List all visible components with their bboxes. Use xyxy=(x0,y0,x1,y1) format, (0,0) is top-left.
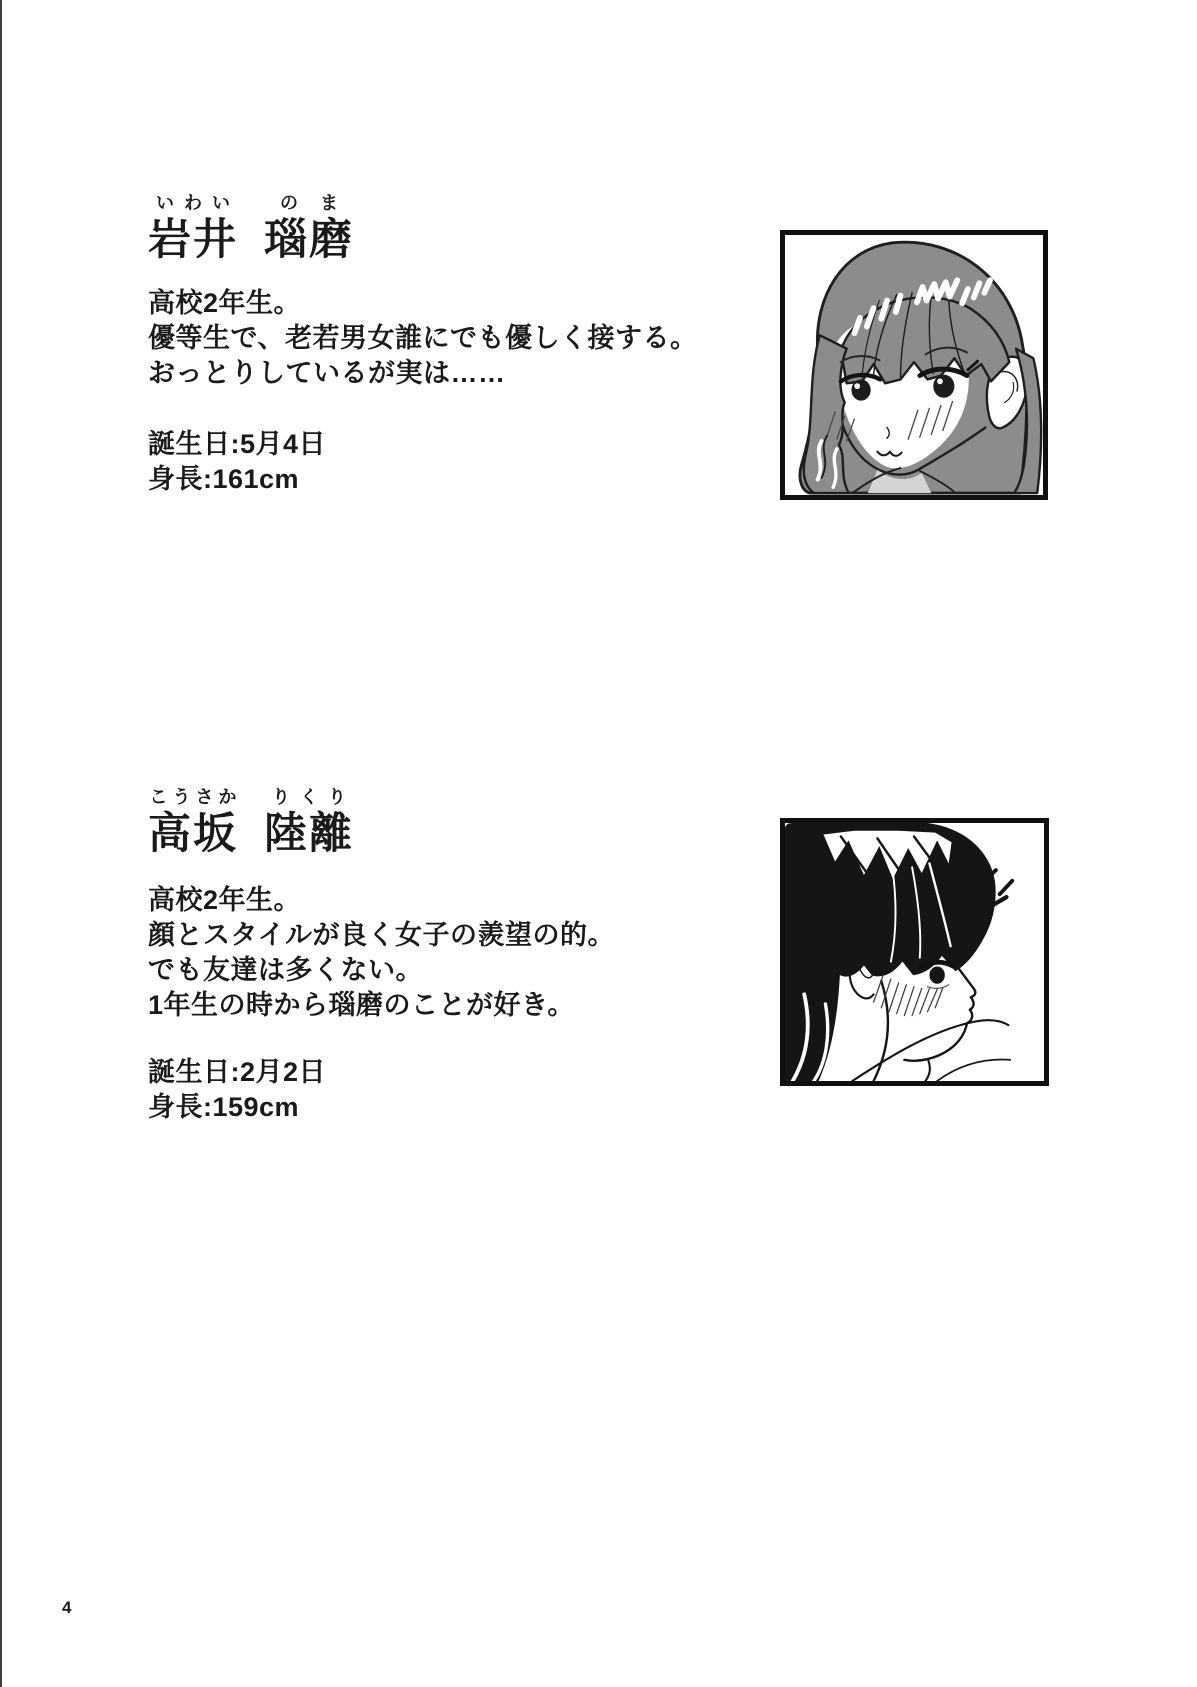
character2-description xyxy=(148,883,615,1023)
character1-birthday: 誕生日:5月4日 xyxy=(148,429,327,459)
description-line: おっとりしているが実は…… xyxy=(148,358,506,388)
page-number: 4 xyxy=(62,1598,72,1617)
character2-given-name: 陸離 xyxy=(264,810,354,858)
character2-given-name-part xyxy=(264,788,354,856)
character1-height: 身長:161cm xyxy=(148,464,300,494)
character1-description xyxy=(148,286,697,391)
character1-stats xyxy=(148,427,326,497)
character2-stats xyxy=(148,1055,326,1125)
character2-name-block xyxy=(148,788,354,856)
character1-name-block xyxy=(148,193,360,264)
description-line: 高校2年生。 xyxy=(148,288,302,318)
character1-family-name-part xyxy=(148,194,238,262)
description-line: 高校2年生。 xyxy=(148,885,302,915)
character2-given-furigana: りくり xyxy=(272,787,356,807)
character1-given-name: 瑙磨 xyxy=(264,216,354,264)
character2-height: 身長:159cm xyxy=(148,1092,300,1122)
description-line: でも友達は多くない。 xyxy=(148,955,423,985)
character1-given-name-part xyxy=(264,193,360,264)
character1-portrait-frame xyxy=(780,230,1048,500)
description-line: 顔とスタイルが良く女子の羨望の的。 xyxy=(148,920,615,950)
character1-family-furigana: いわい xyxy=(156,193,240,213)
character2-family-furigana: こうさか xyxy=(149,787,242,807)
portrait-rikuri-illustration xyxy=(785,823,1044,1081)
description-line: 1年生の時から瑙磨のことが好き。 xyxy=(148,990,575,1020)
character1-given-furigana: のま xyxy=(280,193,360,213)
portrait-noma-illustration xyxy=(785,235,1043,495)
description-line: 優等生で、老若男女誰にでも優しく接する。 xyxy=(148,323,698,353)
character1-family-name: 岩井 xyxy=(148,216,238,264)
character2-portrait-frame xyxy=(780,818,1049,1086)
character2-family-name: 高坂 xyxy=(148,810,238,858)
character2-birthday: 誕生日:2月2日 xyxy=(148,1057,327,1087)
left-scan-edge-line xyxy=(0,0,2,1687)
character2-family-name-part xyxy=(148,787,242,858)
